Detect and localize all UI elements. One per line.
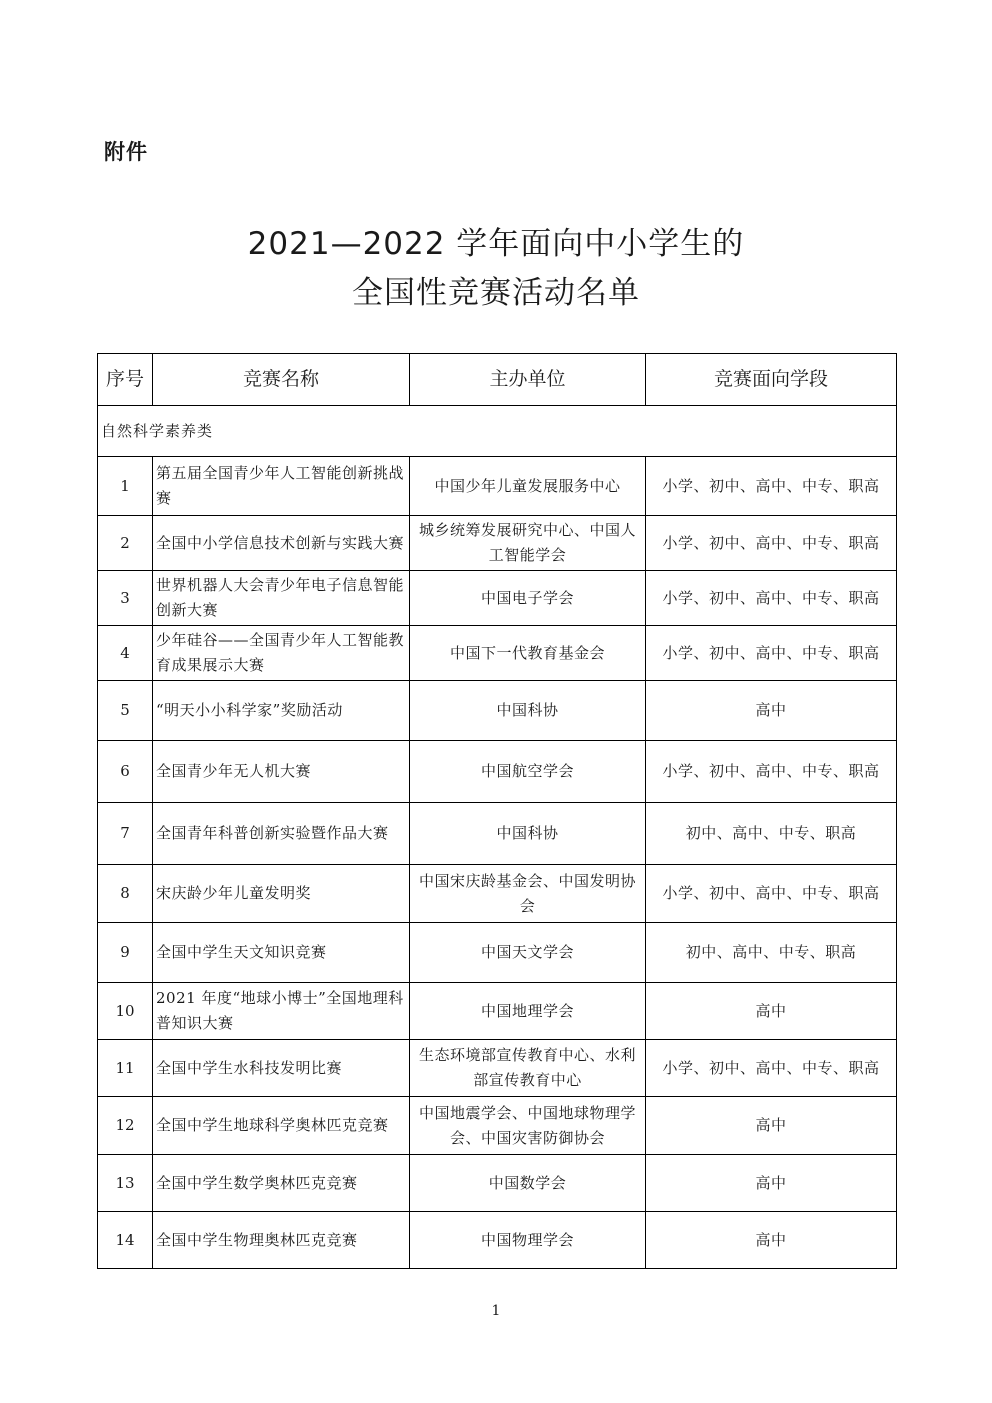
row-number: 14: [98, 1212, 153, 1269]
row-school-level: 小学、初中、高中、中专、职高: [646, 1040, 897, 1097]
row-competition-name: 全国中学生地球科学奥林匹克竞赛: [153, 1097, 410, 1155]
row-competition-name: 世界机器人大会青少年电子信息智能创新大赛: [153, 571, 410, 626]
row-number: 3: [98, 571, 153, 626]
row-organizer: 中国下一代教育基金会: [410, 626, 646, 681]
table-row: [98, 803, 897, 865]
category-label: 自然科学素养类: [98, 406, 897, 457]
row-organizer: 中国电子学会: [410, 571, 646, 626]
table-row: [98, 1212, 897, 1269]
row-number: 13: [98, 1155, 153, 1212]
document-title-line-1: 2021—2022 学年面向中小学生的: [247, 226, 745, 262]
table-row: [98, 681, 897, 741]
row-number: 9: [98, 923, 153, 983]
row-competition-name: 全国中小学信息技术创新与实践大赛: [153, 516, 410, 571]
row-school-level: 高中: [646, 1212, 897, 1269]
row-school-level: 高中: [646, 1155, 897, 1212]
row-competition-name: 少年硅谷——全国青少年人工智能教育成果展示大赛: [153, 626, 410, 681]
attachment-label: 附件: [104, 140, 148, 164]
row-competition-name: 宋庆龄少年儿童发明奖: [153, 865, 410, 923]
row-number: 11: [98, 1040, 153, 1097]
row-organizer: 中国科协: [410, 803, 646, 865]
row-school-level: 小学、初中、高中、中专、职高: [646, 741, 897, 803]
row-competition-name: 全国青少年无人机大赛: [153, 741, 410, 803]
table-row: [98, 865, 897, 923]
row-school-level: 初中、高中、中专、职高: [646, 803, 897, 865]
header-competition-name: 竞赛名称: [153, 354, 410, 406]
row-number: 4: [98, 626, 153, 681]
row-number: 6: [98, 741, 153, 803]
row-school-level: 高中: [646, 1097, 897, 1155]
row-number: 7: [98, 803, 153, 865]
row-organizer: 生态环境部宣传教育中心、水利部宣传教育中心: [410, 1040, 646, 1097]
row-organizer: 中国航空学会: [410, 741, 646, 803]
table-header-row: [98, 354, 897, 406]
row-school-level: 小学、初中、高中、中专、职高: [646, 626, 897, 681]
table-row: [98, 1097, 897, 1155]
row-competition-name: 全国中学生水科技发明比赛: [153, 1040, 410, 1097]
row-school-level: 小学、初中、高中、中专、职高: [646, 865, 897, 923]
table-row: [98, 516, 897, 571]
row-number: 5: [98, 681, 153, 741]
competition-table: [97, 353, 897, 1269]
row-competition-name: 全国中学生数学奥林匹克竞赛: [153, 1155, 410, 1212]
row-competition-name: 全国中学生物理奥林匹克竞赛: [153, 1212, 410, 1269]
row-number: 10: [98, 983, 153, 1040]
row-competition-name: 第五届全国青少年人工智能创新挑战赛: [153, 457, 410, 516]
row-organizer: 中国天文学会: [410, 923, 646, 983]
table-row: [98, 626, 897, 681]
row-number: 12: [98, 1097, 153, 1155]
header-organizer: 主办单位: [410, 354, 646, 406]
document-title-line-2: 全国性竞赛活动名单: [352, 275, 640, 311]
header-school-level: 竞赛面向学段: [646, 354, 897, 406]
table-row: [98, 1040, 897, 1097]
header-number: 序号: [98, 354, 153, 406]
row-organizer: 城乡统筹发展研究中心、中国人工智能学会: [410, 516, 646, 571]
row-organizer: 中国少年儿童发展服务中心: [410, 457, 646, 516]
row-organizer: 中国地震学会、中国地球物理学会、中国灾害防御协会: [410, 1097, 646, 1155]
row-school-level: 高中: [646, 681, 897, 741]
row-school-level: 小学、初中、高中、中专、职高: [646, 516, 897, 571]
row-competition-name: 2021 年度“地球小博士”全国地理科普知识大赛: [153, 983, 410, 1040]
row-school-level: 小学、初中、高中、中专、职高: [646, 457, 897, 516]
row-competition-name: “明天小小科学家”奖励活动: [153, 681, 410, 741]
row-number: 1: [98, 457, 153, 516]
table-row: [98, 983, 897, 1040]
row-organizer: 中国宋庆龄基金会、中国发明协会: [410, 865, 646, 923]
row-school-level: 初中、高中、中专、职高: [646, 923, 897, 983]
table-row: [98, 571, 897, 626]
row-organizer: 中国地理学会: [410, 983, 646, 1040]
row-school-level: 小学、初中、高中、中专、职高: [646, 571, 897, 626]
table-row: [98, 457, 897, 516]
table-row: [98, 1155, 897, 1212]
row-organizer: 中国物理学会: [410, 1212, 646, 1269]
page-number: 1: [491, 1303, 501, 1319]
row-organizer: 中国科协: [410, 681, 646, 741]
row-competition-name: 全国青年科普创新实验暨作品大赛: [153, 803, 410, 865]
row-competition-name: 全国中学生天文知识竞赛: [153, 923, 410, 983]
row-school-level: 高中: [646, 983, 897, 1040]
row-organizer: 中国数学会: [410, 1155, 646, 1212]
table-row: [98, 741, 897, 803]
table-row: [98, 923, 897, 983]
row-number: 8: [98, 865, 153, 923]
category-row: [98, 406, 897, 457]
row-number: 2: [98, 516, 153, 571]
